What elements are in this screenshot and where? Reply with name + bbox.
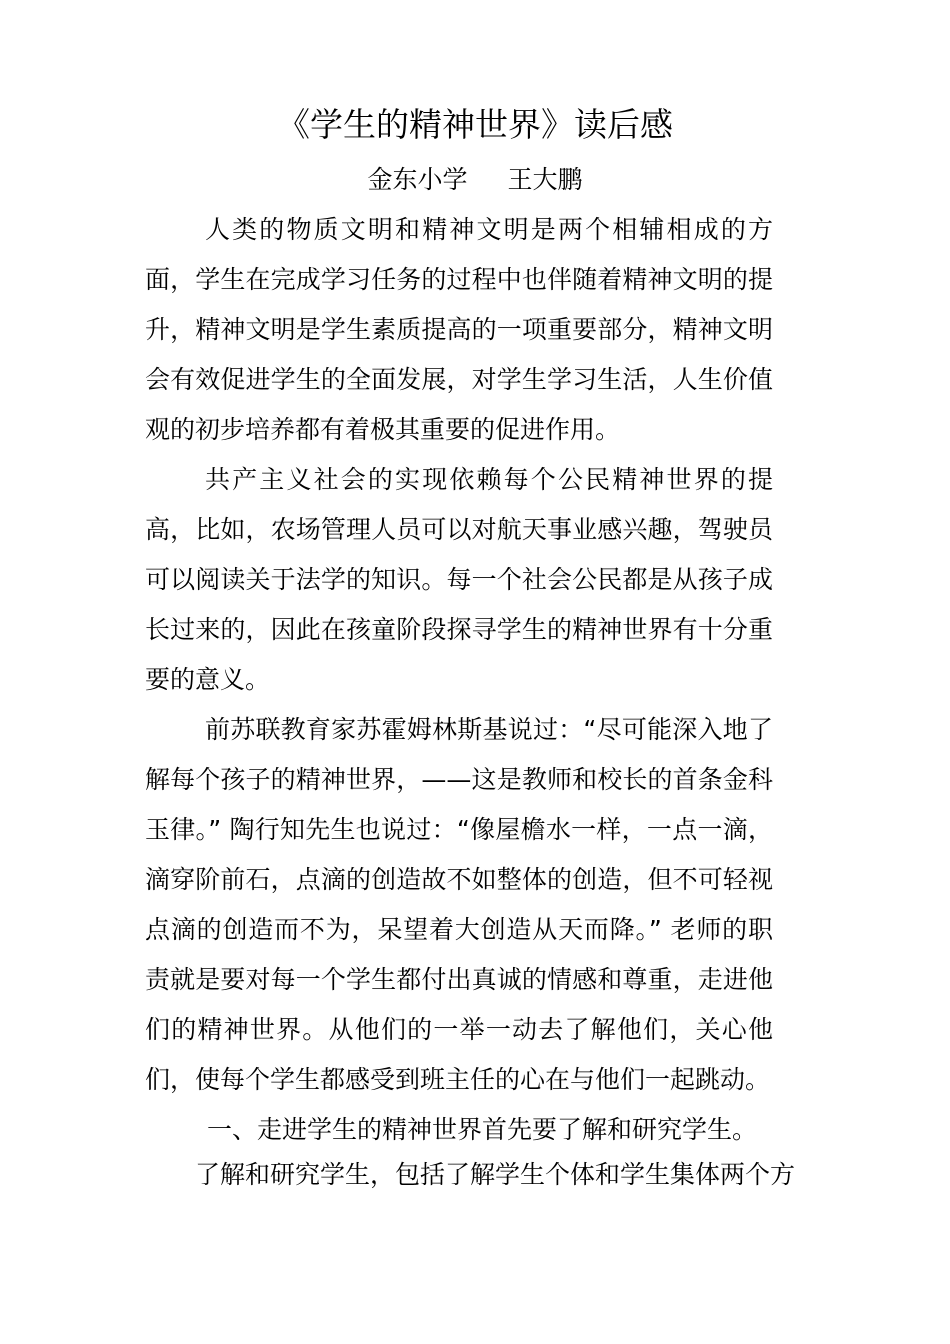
school-name: 金东小学 bbox=[367, 165, 468, 194]
document-title: 《学生的精神世界》读后感 bbox=[277, 105, 673, 144]
section-heading: 一、走进学生的精神世界首先要了解和研究学生。 bbox=[207, 1115, 758, 1144]
byline bbox=[0, 160, 950, 200]
paragraph-1: 人类的物质文明和精神文明是两个相辅相成的方面，学生在完成学习任务的过程中也伴随着精神文明的提升，精神文明是学生素质提高的一项重要部分，精神文明会有效促进学生的全面发展，对学生学习生活，人生价值观的初步培养都有着极其重要的促进作用。 bbox=[145, 215, 773, 444]
paragraph-3: 前苏联教育家苏霍姆林斯基说过：“尽可能深入地了解每个孩子的精神世界，——这是教师和校长的首条金科玉律。” 陶行知先生也说过：“像屋檐水一样，一点一滴，滴穿阶前石，点滴的创造故不如整体的创造，但不可轻视点滴的创造而不为，呆望着大创造从天而降。” 老师的职责就是要对每一个学生都付出真诚的情感和尊重，走进他们的精神世界。从他们的一举一动去了解他们，关心他们，使每个学生都感受到班主任的心在与他们一起跳动。 bbox=[145, 715, 773, 1094]
paragraph-2: 共产主义社会的实现依赖每个公民精神世界的提高，比如，农场管理人员可以对航天事业感兴趣，驾驶员可以阅读关于法学的知识。每一个社会公民都是从孩子成长过来的，因此在孩童阶段探寻学生的精神世界有十分重要的意义。 bbox=[145, 465, 773, 694]
document-body bbox=[145, 205, 773, 1155]
author-name: 王大鹏 bbox=[507, 165, 583, 194]
trailing-line: 了解和研究学生，包括了解学生个体和学生集体两个方 bbox=[195, 1160, 796, 1189]
